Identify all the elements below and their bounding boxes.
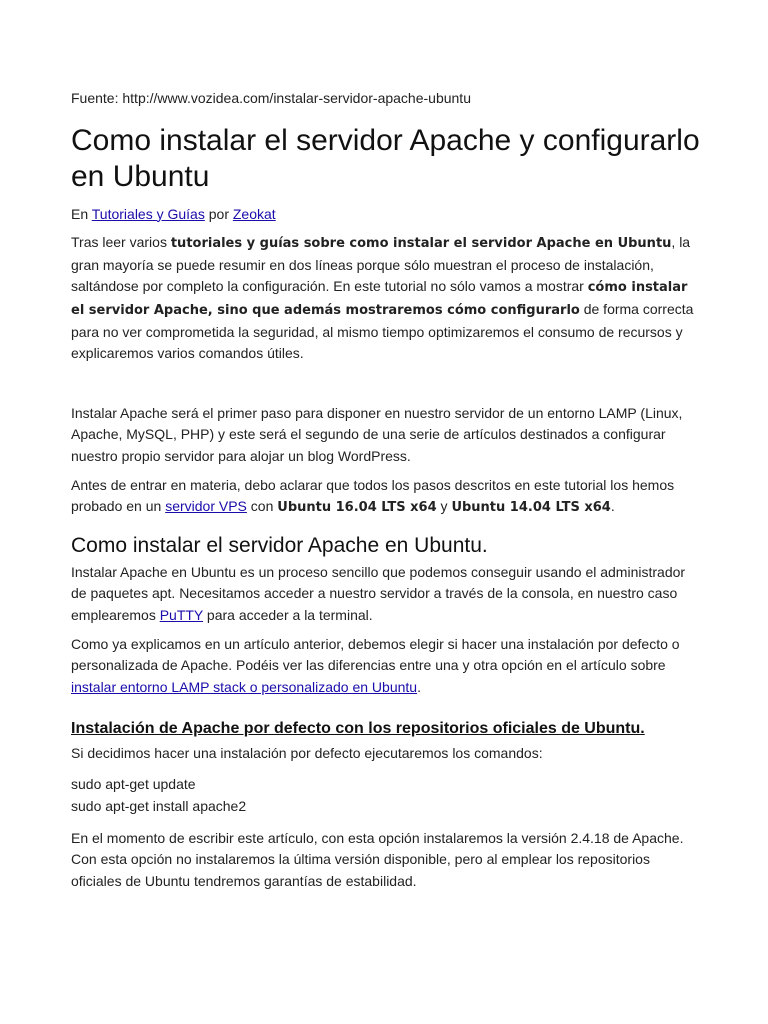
putty-text-1: Instalar Apache en Ubuntu es un proceso sencillo que podemos conseguir usando el administrador de paquetes apt. Necesitamos acceder a nuestro servidor a través de la consola, en nuestro caso emplearemos	[71, 563, 686, 623]
vps-bold-2: Ubuntu 14.04 LTS x64	[451, 500, 611, 516]
byline-middle: por	[204, 205, 233, 222]
vps-text-2: con	[246, 498, 278, 515]
lamp-choice-text-2: .	[417, 678, 421, 695]
putty-link[interactable]: PuTTY	[159, 606, 204, 623]
lamp-choice-text-1: Como ya explicamos en un artículo anterior, debemos elegir si hacer una instalación por defecto o personalizada de Apache. Podéis ver las diferencias entre una y otra opción en el artículo sobre	[71, 635, 680, 674]
vps-bold-1: Ubuntu 16.04 LTS x64	[277, 500, 437, 516]
intro-bold-2: cómo instalar el servidor Apache, sino que además mostraremos cómo configurarlo	[71, 280, 688, 318]
source-line	[71, 88, 701, 110]
putty-text-2: para acceder a la terminal.	[203, 606, 373, 623]
intro-text-2: , la gran mayoría se puede resumir en dos líneas porque sólo muestran el proceso de instalación, saltándose por completo la configuración. En este tutorial no sólo vamos a mostrar	[71, 234, 691, 295]
section-heading-install: Como instalar el servidor Apache en Ubuntu.	[71, 533, 488, 557]
vps-text-3: y	[436, 498, 452, 515]
category-link[interactable]: Tutoriales y Guías	[91, 205, 205, 222]
section-heading-default-install: Instalación de Apache por defecto con los repositorios oficiales de Ubuntu.	[71, 720, 645, 738]
source-label: Fuente:	[71, 90, 123, 106]
vps-link[interactable]: servidor VPS	[165, 498, 247, 515]
putty-paragraph	[71, 562, 701, 627]
lamp-choice-paragraph	[71, 634, 701, 699]
lamp-stack-link[interactable]: instalar entorno LAMP stack o personalizado en Ubuntu	[71, 678, 418, 695]
intro-bold-1: tutoriales y guías sobre como instalar el servidor Apache en Ubuntu	[170, 236, 672, 252]
vps-text-4: .	[610, 498, 615, 515]
author-link[interactable]: Zeokat	[232, 205, 276, 222]
source-url: http://www.vozidea.com/instalar-servidor-apache-ubuntu	[122, 90, 471, 106]
lamp-paragraph: Instalar Apache será el primer paso para disponer en nuestro servidor de un entorno LAMP (Linux, Apache, MySQL, PHP) y este será el segundo de una serie de artículos destinados a configurar nuestro propio servidor para alojar un blog WordPress.	[71, 404, 683, 464]
byline-prefix: En	[71, 205, 92, 222]
intro-text-1: Tras leer varios	[71, 234, 171, 251]
byline	[71, 204, 701, 226]
command-line: sudo apt-get update	[71, 776, 196, 793]
intro-paragraph	[71, 232, 701, 365]
article	[71, 88, 701, 892]
vps-paragraph	[71, 475, 701, 519]
version-paragraph: En el momento de escribir este artículo, con esta opción instalaremos la versión 2.4.18 de Apache. Con esta opción no instalaremos la última versión disponible, pero al emplear los repositorios oficiales de Ubuntu tendremos garantías de estabilidad.	[71, 829, 684, 889]
vps-text-1: Antes de entrar en materia, debo aclarar que todos los pasos descritos en este tutorial los hemos probado en un	[71, 476, 675, 515]
command-line: sudo apt-get install apache2	[71, 797, 247, 814]
article-title: Como instalar el servidor Apache y configurarlo en Ubuntu	[71, 123, 700, 193]
intro-text-3: de forma correcta para no ver comprometida la seguridad, al mismo tiempo optimizaremos el consumo de recursos y explicaremos varios comandos útiles.	[71, 300, 694, 362]
commands-intro-paragraph: Si decidimos hacer una instalación por defecto ejecutaremos los comandos:	[71, 744, 543, 761]
